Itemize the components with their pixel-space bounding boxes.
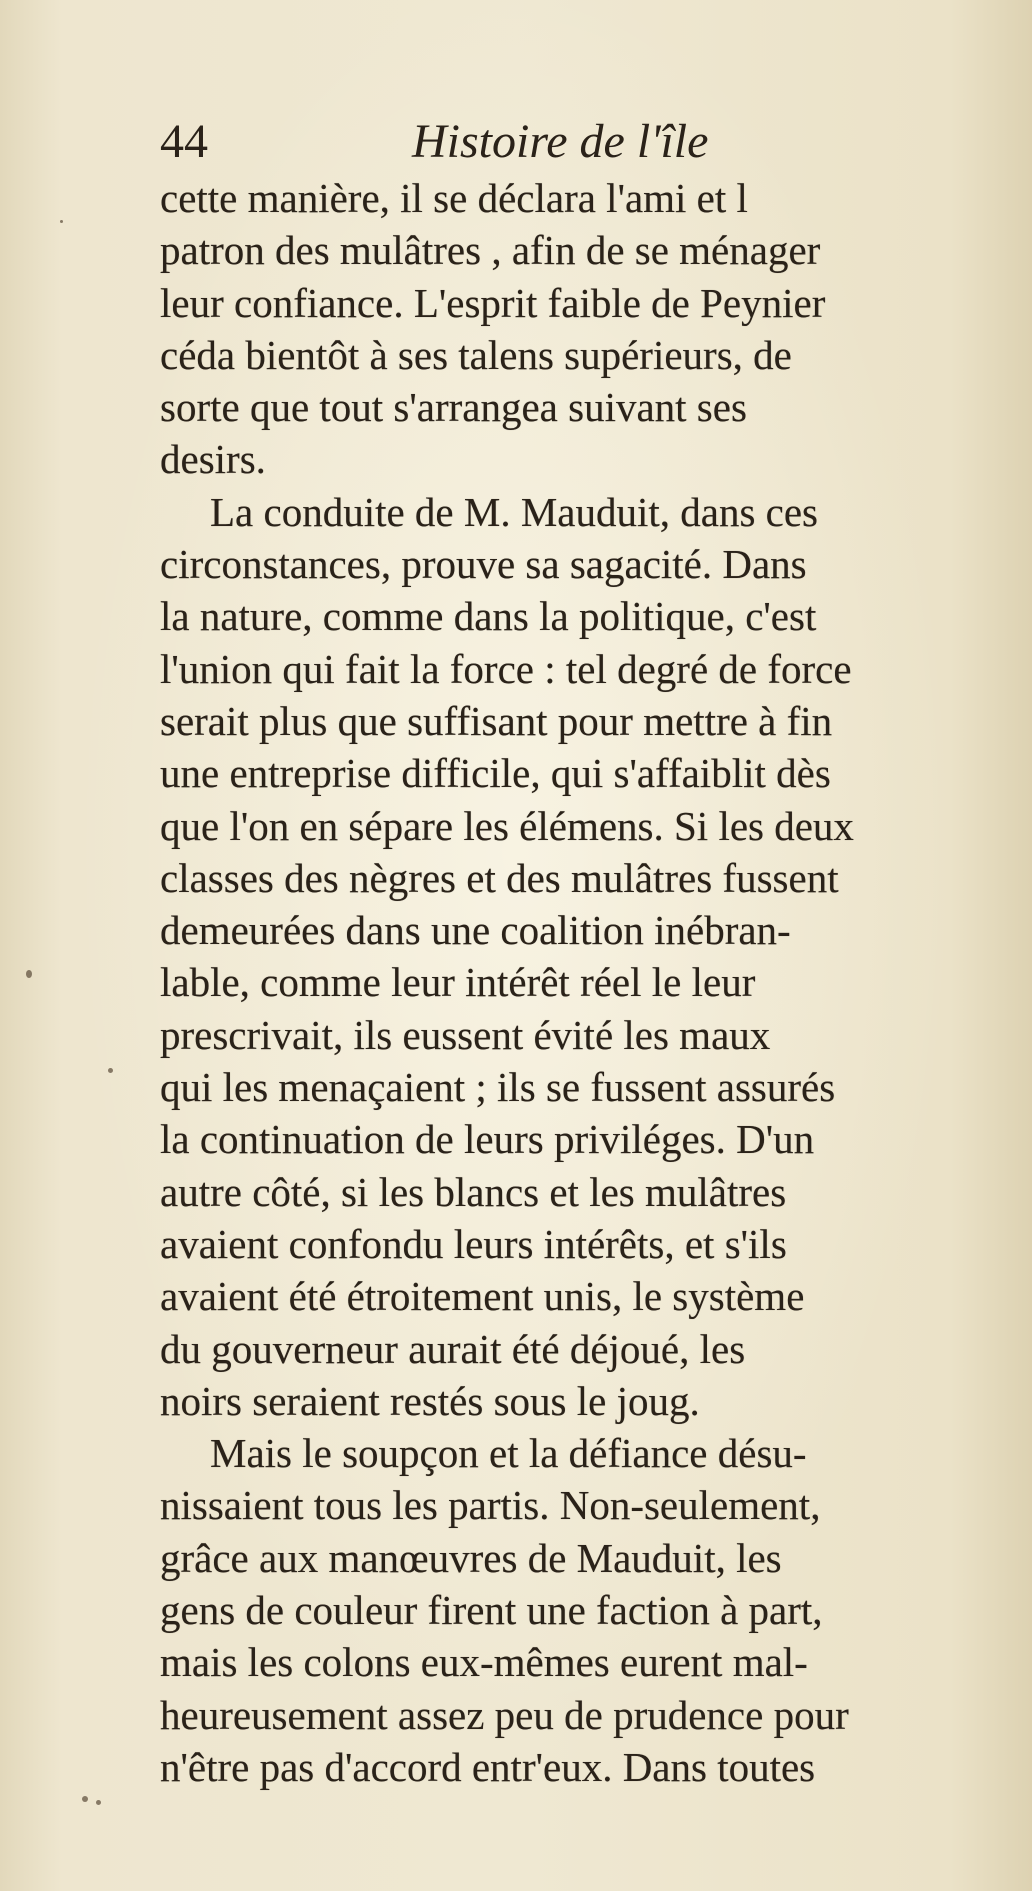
text-line: cette manière, il se déclara l'ami et l: [160, 175, 748, 221]
text-line: gens de couleur firent une faction à part,: [160, 1587, 823, 1634]
text-line: heureusement assez peu de prudence pour: [160, 1691, 849, 1738]
text-line: patron des mulâtres , afin de se ménager: [160, 227, 821, 274]
body-text: [160, 172, 1010, 1793]
text-line: prescrivait, ils eussent évité les maux: [160, 1011, 771, 1058]
page-number: 44: [160, 115, 208, 168]
text-line: mais les colons eux-mêmes eurent mal-: [160, 1639, 808, 1686]
running-head: Histoire de l'île: [412, 115, 709, 168]
paper-speck: [96, 1800, 101, 1805]
text-line: serait plus que suffisant pour mettre à fin: [160, 697, 833, 744]
text-line: la nature, comme dans la politique, c'est: [160, 593, 817, 640]
text-line: classes des nègres et des mulâtres fussent: [160, 854, 839, 901]
text-line: l'union qui fait la force : tel degré de force: [160, 645, 852, 692]
text-line: leur confiance. L'esprit faible de Peynier: [160, 279, 826, 326]
text-line: noirs seraient restés sous le joug.: [160, 1377, 700, 1424]
text-line: que l'on en sépare les élémens. Si les deux: [160, 802, 854, 849]
text-line: avaient confondu leurs intérêts, et s'ils: [160, 1220, 787, 1267]
paper-speck: [108, 1068, 113, 1073]
text-line: céda bientôt à ses talens supérieurs, de: [160, 331, 792, 378]
text-line: lable, comme leur intérêt réel le leur: [160, 959, 756, 1006]
paragraph-start-line: Mais le soupçon et la défiance désu-: [210, 1430, 807, 1477]
text-line: circonstances, prouve sa sagacité. Dans: [160, 541, 807, 588]
text-line: desirs.: [160, 436, 266, 483]
text-line: grâce aux manœuvres de Mauduit, les: [160, 1534, 782, 1581]
text-line: avaient été étroitement unis, le système: [160, 1273, 805, 1320]
text-line: sorte que tout s'arrangea suivant ses: [160, 384, 747, 431]
paragraph-start-line: La conduite de M. Mauduit, dans ces: [210, 488, 819, 535]
text-line: demeurées dans une coalition inébran-: [160, 907, 791, 954]
text-line: la continuation de leurs priviléges. D'un: [160, 1116, 815, 1163]
text-line: qui les menaçaient ; ils se fussent assurés: [160, 1064, 836, 1111]
paper-speck: [60, 220, 63, 223]
text-line: nissaient tous les partis. Non-seulement,: [160, 1482, 821, 1529]
text-line: une entreprise difficile, qui s'affaiblit dès: [160, 750, 831, 797]
paper-speck: [82, 1796, 88, 1802]
text-line: n'être pas d'accord entr'eux. Dans toutes: [160, 1743, 816, 1790]
text-line: du gouverneur aurait été déjoué, les: [160, 1325, 746, 1372]
paper-speck: [26, 970, 32, 978]
text-line: autre côté, si les blancs et les mulâtres: [160, 1168, 787, 1215]
page-header: [160, 112, 920, 172]
